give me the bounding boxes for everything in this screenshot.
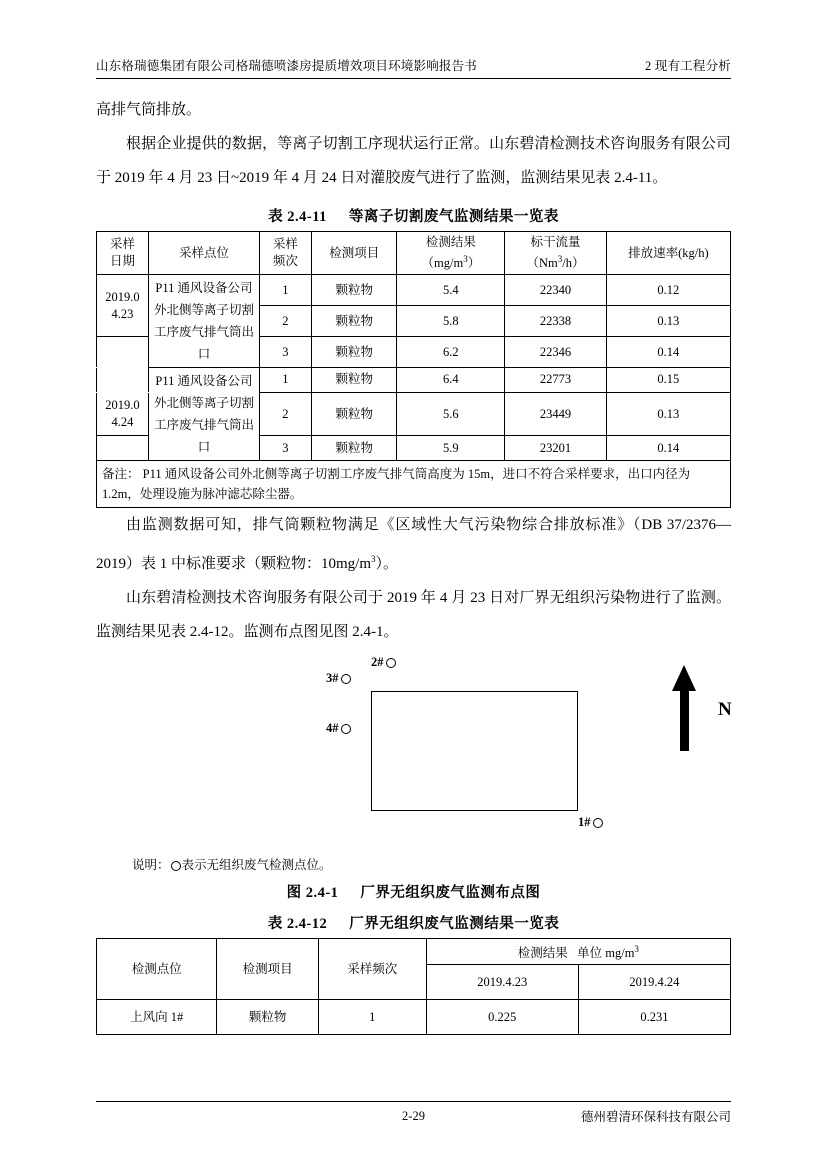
table-2411-caption-number: 表 2.4-11	[268, 209, 327, 225]
th-standard-flow	[505, 232, 606, 275]
figure-legend	[132, 855, 731, 873]
th-2412-result-label: 检测结果	[517, 946, 568, 961]
cell-result: 5.9	[397, 436, 505, 461]
table-2411-note-row	[97, 461, 731, 508]
page-header	[96, 0, 731, 79]
th-2412-frequency: 采样频次	[318, 939, 426, 1000]
header-right-text: 2 现有工程分析	[645, 59, 731, 73]
th-2412-result-group	[426, 939, 730, 965]
table-2412-caption	[96, 912, 731, 933]
th-sampling-date	[97, 232, 149, 275]
cell-site-group1: P11 通风设备公司外北侧等离子切割工序废气排气筒出口	[148, 275, 259, 368]
cell-item: 颗粒物	[311, 368, 397, 393]
cell-result: 6.4	[397, 368, 505, 393]
cell-flow: 22773	[505, 368, 606, 393]
cell-freq: 3	[259, 337, 311, 368]
th-2412-site: 检测点位	[97, 939, 217, 1000]
cell-rate: 0.13	[606, 392, 730, 436]
cell-rate: 0.13	[606, 306, 730, 337]
header-left-text: 山东格瑞德集团有限公司格瑞德喷漆房提质增效项目环境影响报告书	[96, 59, 478, 73]
monitoring-point-4-label: 4#	[326, 721, 339, 736]
monitoring-point-1	[578, 815, 603, 830]
cell-freq: 1	[259, 368, 311, 393]
figure-2-4-1	[96, 655, 732, 853]
table-row	[97, 1000, 731, 1035]
th-freq-line1: 采样	[272, 237, 298, 252]
cell-item: 颗粒物	[311, 436, 397, 461]
th-flow-line1: 标干流量	[530, 235, 581, 249]
th-2412-result-unit: 单位 mg/m	[577, 946, 635, 961]
monitoring-point-4	[326, 721, 351, 736]
paragraph-4: 山东碧清检测技术咨询服务有限公司于 2019 年 4 月 23 日对厂界无组织污染物进行了监测。监测结果见表 2.4-12。监测布点图见图 2.4-1。	[96, 590, 731, 641]
cell-rate: 0.12	[606, 275, 730, 306]
table-2411-header-row	[97, 232, 731, 275]
cell-result: 5.6	[397, 392, 505, 436]
th-result-line1: 检测结果	[425, 235, 476, 249]
page-footer	[96, 1101, 731, 1125]
date-g2-line1: 2019.0	[105, 398, 140, 413]
th-test-result	[397, 232, 505, 275]
cell-result: 6.2	[397, 337, 505, 368]
cell-rate: 0.14	[606, 337, 730, 368]
th-test-item: 检测项目	[311, 232, 397, 275]
th-2412-date-2: 2019.4.24	[578, 965, 730, 1000]
table-2411-caption	[96, 205, 731, 226]
monitoring-point-2	[371, 655, 396, 670]
paragraph-1: 高排气筒排放。	[96, 102, 202, 118]
cell-freq: 2	[259, 306, 311, 337]
cell-freq: 2	[259, 392, 311, 436]
cell-flow: 22340	[505, 275, 606, 306]
cell-date-spacer	[97, 436, 149, 461]
circle-icon	[593, 818, 603, 828]
table-2412-caption-number: 表 2.4-12	[267, 916, 328, 933]
cell-2412-freq: 1	[318, 1000, 426, 1035]
th-sampling-date-line1: 采样	[109, 237, 135, 252]
figure-2411-caption	[96, 881, 731, 902]
paragraph-3-part-b: 2376—2019）表 1 中标准要求（颗粒物：10mg/m	[96, 517, 731, 573]
cell-flow: 23201	[505, 436, 606, 461]
cell-rate: 0.14	[606, 436, 730, 461]
cell-result: 5.8	[397, 306, 505, 337]
cell-freq: 1	[259, 275, 311, 306]
footer-company: 德州碧清环保科技有限公司	[580, 1110, 731, 1124]
cell-2412-d2: 0.231	[578, 1000, 730, 1035]
cell-date-group1	[97, 275, 149, 337]
circle-icon	[171, 861, 181, 871]
north-arrow-icon	[658, 665, 718, 755]
plant-boundary-rectangle	[371, 691, 578, 811]
th-sampling-frequency	[259, 232, 311, 275]
page-number: 2-29	[402, 1108, 425, 1123]
paragraph-3-part-a: 由监测数据可知，排气筒颗粒物满足《区域性大气污染物综合排放标准》（DB 37/	[126, 517, 686, 534]
circle-icon	[341, 724, 351, 734]
cell-flow: 23449	[505, 392, 606, 436]
cell-flow: 22346	[505, 337, 606, 368]
table-2411-note: 备注： P11 通风设备公司外北侧等离子切割工序废气排气筒高度为 15m，进口不符合采样要求，出口内径为 1.2m，处理设施为脉冲滤芯除尘器。	[97, 461, 731, 508]
cell-item: 颗粒物	[311, 275, 397, 306]
th-flow-unit-post: /h）	[562, 256, 585, 271]
figure-caption-number: 图 2.4-1	[286, 885, 339, 902]
cell-freq: 3	[259, 436, 311, 461]
paragraph-3	[96, 508, 731, 581]
table-row	[97, 368, 731, 393]
figure-caption-title: 厂界无组织废气监测布点图	[360, 885, 541, 902]
date-g1-line1: 2019.0	[105, 289, 140, 304]
paragraph-2: 根据企业提供的数据，等离子切割工序现状运行正常。山东碧清检测技术咨询服务有限公司于 2019 年 4 月 23 日~2019 年 4 月 24 日对灌胶废气进行了监测，监测结果见表 2.4-11。	[96, 136, 731, 186]
compass-north-label: N	[718, 699, 732, 721]
monitoring-point-3	[326, 671, 351, 686]
cell-2412-d1: 0.225	[426, 1000, 578, 1035]
cell-flow: 22338	[505, 306, 606, 337]
th-2412-item: 检测项目	[217, 939, 318, 1000]
table-2412-caption-title: 厂界无组织废气监测结果一览表	[349, 916, 560, 933]
cell-date-spacer	[97, 337, 149, 368]
th-flow-unit-sup: 3	[557, 254, 563, 264]
table-2411	[96, 231, 731, 508]
figure-legend-post: 表示无组织废气检测点位。	[181, 858, 332, 873]
cell-date-spacer	[97, 368, 149, 393]
th-freq-line2: 频次	[272, 254, 298, 269]
monitoring-point-2-label: 2#	[371, 655, 384, 670]
monitoring-point-3-label: 3#	[326, 671, 339, 686]
figure-legend-pre: 说明：	[132, 858, 170, 873]
monitoring-point-1-label: 1#	[578, 815, 591, 830]
table-row	[97, 275, 731, 306]
compass-arrow	[658, 665, 748, 760]
date-g2-line2: 4.24	[111, 415, 134, 430]
cell-rate: 0.15	[606, 368, 730, 393]
th-flow-unit-pre: （Nm	[526, 256, 558, 271]
th-result-unit-post: ）	[467, 256, 481, 271]
cell-site-group2: P11 通风设备公司外北侧等离子切割工序废气排气筒出口	[148, 368, 259, 461]
cell-item: 颗粒物	[311, 392, 397, 436]
paragraph-3-sup: 3	[371, 554, 376, 565]
th-result-unit-sup: 3	[463, 254, 468, 264]
th-2412-result-unit-sup: 3	[634, 944, 639, 955]
th-emission-rate: 排放速率(kg/h)	[606, 232, 730, 275]
th-sampling-date-line2: 日期	[109, 254, 135, 269]
cell-item: 颗粒物	[311, 337, 397, 368]
th-sampling-site: 采样点位	[148, 232, 259, 275]
table-2412-header-row-1	[97, 939, 731, 965]
circle-icon	[341, 674, 351, 684]
cell-item: 颗粒物	[311, 306, 397, 337]
th-2412-date-1: 2019.4.23	[426, 965, 578, 1000]
table-2411-caption-title: 等离子切割废气监测结果一览表	[348, 209, 559, 225]
cell-result: 5.4	[397, 275, 505, 306]
th-result-unit-pre: （mg/m	[421, 256, 464, 271]
table-2412	[96, 938, 731, 1035]
cell-2412-item: 颗粒物	[217, 1000, 318, 1035]
date-g1-line2: 4.23	[111, 306, 134, 321]
paragraph-3-part-c: ）。	[375, 556, 399, 573]
cell-date-group2	[97, 392, 149, 436]
circle-icon	[386, 658, 396, 668]
cell-2412-site: 上风向 1#	[97, 1000, 217, 1035]
